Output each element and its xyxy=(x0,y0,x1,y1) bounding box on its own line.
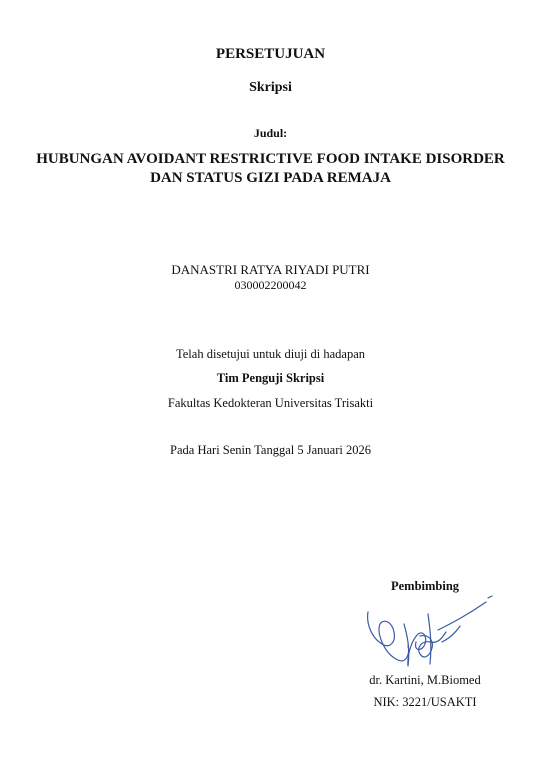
faculty-name: Fakultas Kedokteran Universitas Trisakti xyxy=(167,396,374,410)
title-line-1: HUBUNGAN AVOIDANT RESTRICTIVE FOOD INTAKE DISORDER xyxy=(36,151,505,167)
document-heading: PERSETUJUAN xyxy=(215,46,326,62)
signature-stroke xyxy=(404,624,426,666)
committee-name: Tim Penguji Skripsi xyxy=(216,371,325,385)
advisor-label: Pembimbing xyxy=(390,579,460,593)
author-id: 030002200042 xyxy=(234,278,307,292)
signature-stroke xyxy=(368,612,409,661)
advisor-nik: NIK: 3221/USAKTI xyxy=(373,695,477,709)
approval-statement: Telah disetujui untuk diuji di hadapan xyxy=(175,347,366,361)
document-type: Skripsi xyxy=(249,80,292,95)
author-name: DANASTRI RATYA RIYADI PUTRI xyxy=(171,262,370,277)
signature-image xyxy=(358,594,498,674)
signature-stroke xyxy=(438,602,486,630)
title-line-2: DAN STATUS GIZI PADA REMAJA xyxy=(150,170,391,186)
signature-stroke xyxy=(428,614,431,664)
approval-date: Pada Hari Senin Tanggal 5 Januari 2026 xyxy=(170,443,371,457)
title-label: Judul: xyxy=(253,126,288,140)
signature-stroke xyxy=(488,596,492,598)
signature-stroke xyxy=(419,632,446,657)
advisor-name: dr. Kartini, M.Biomed xyxy=(369,673,481,687)
